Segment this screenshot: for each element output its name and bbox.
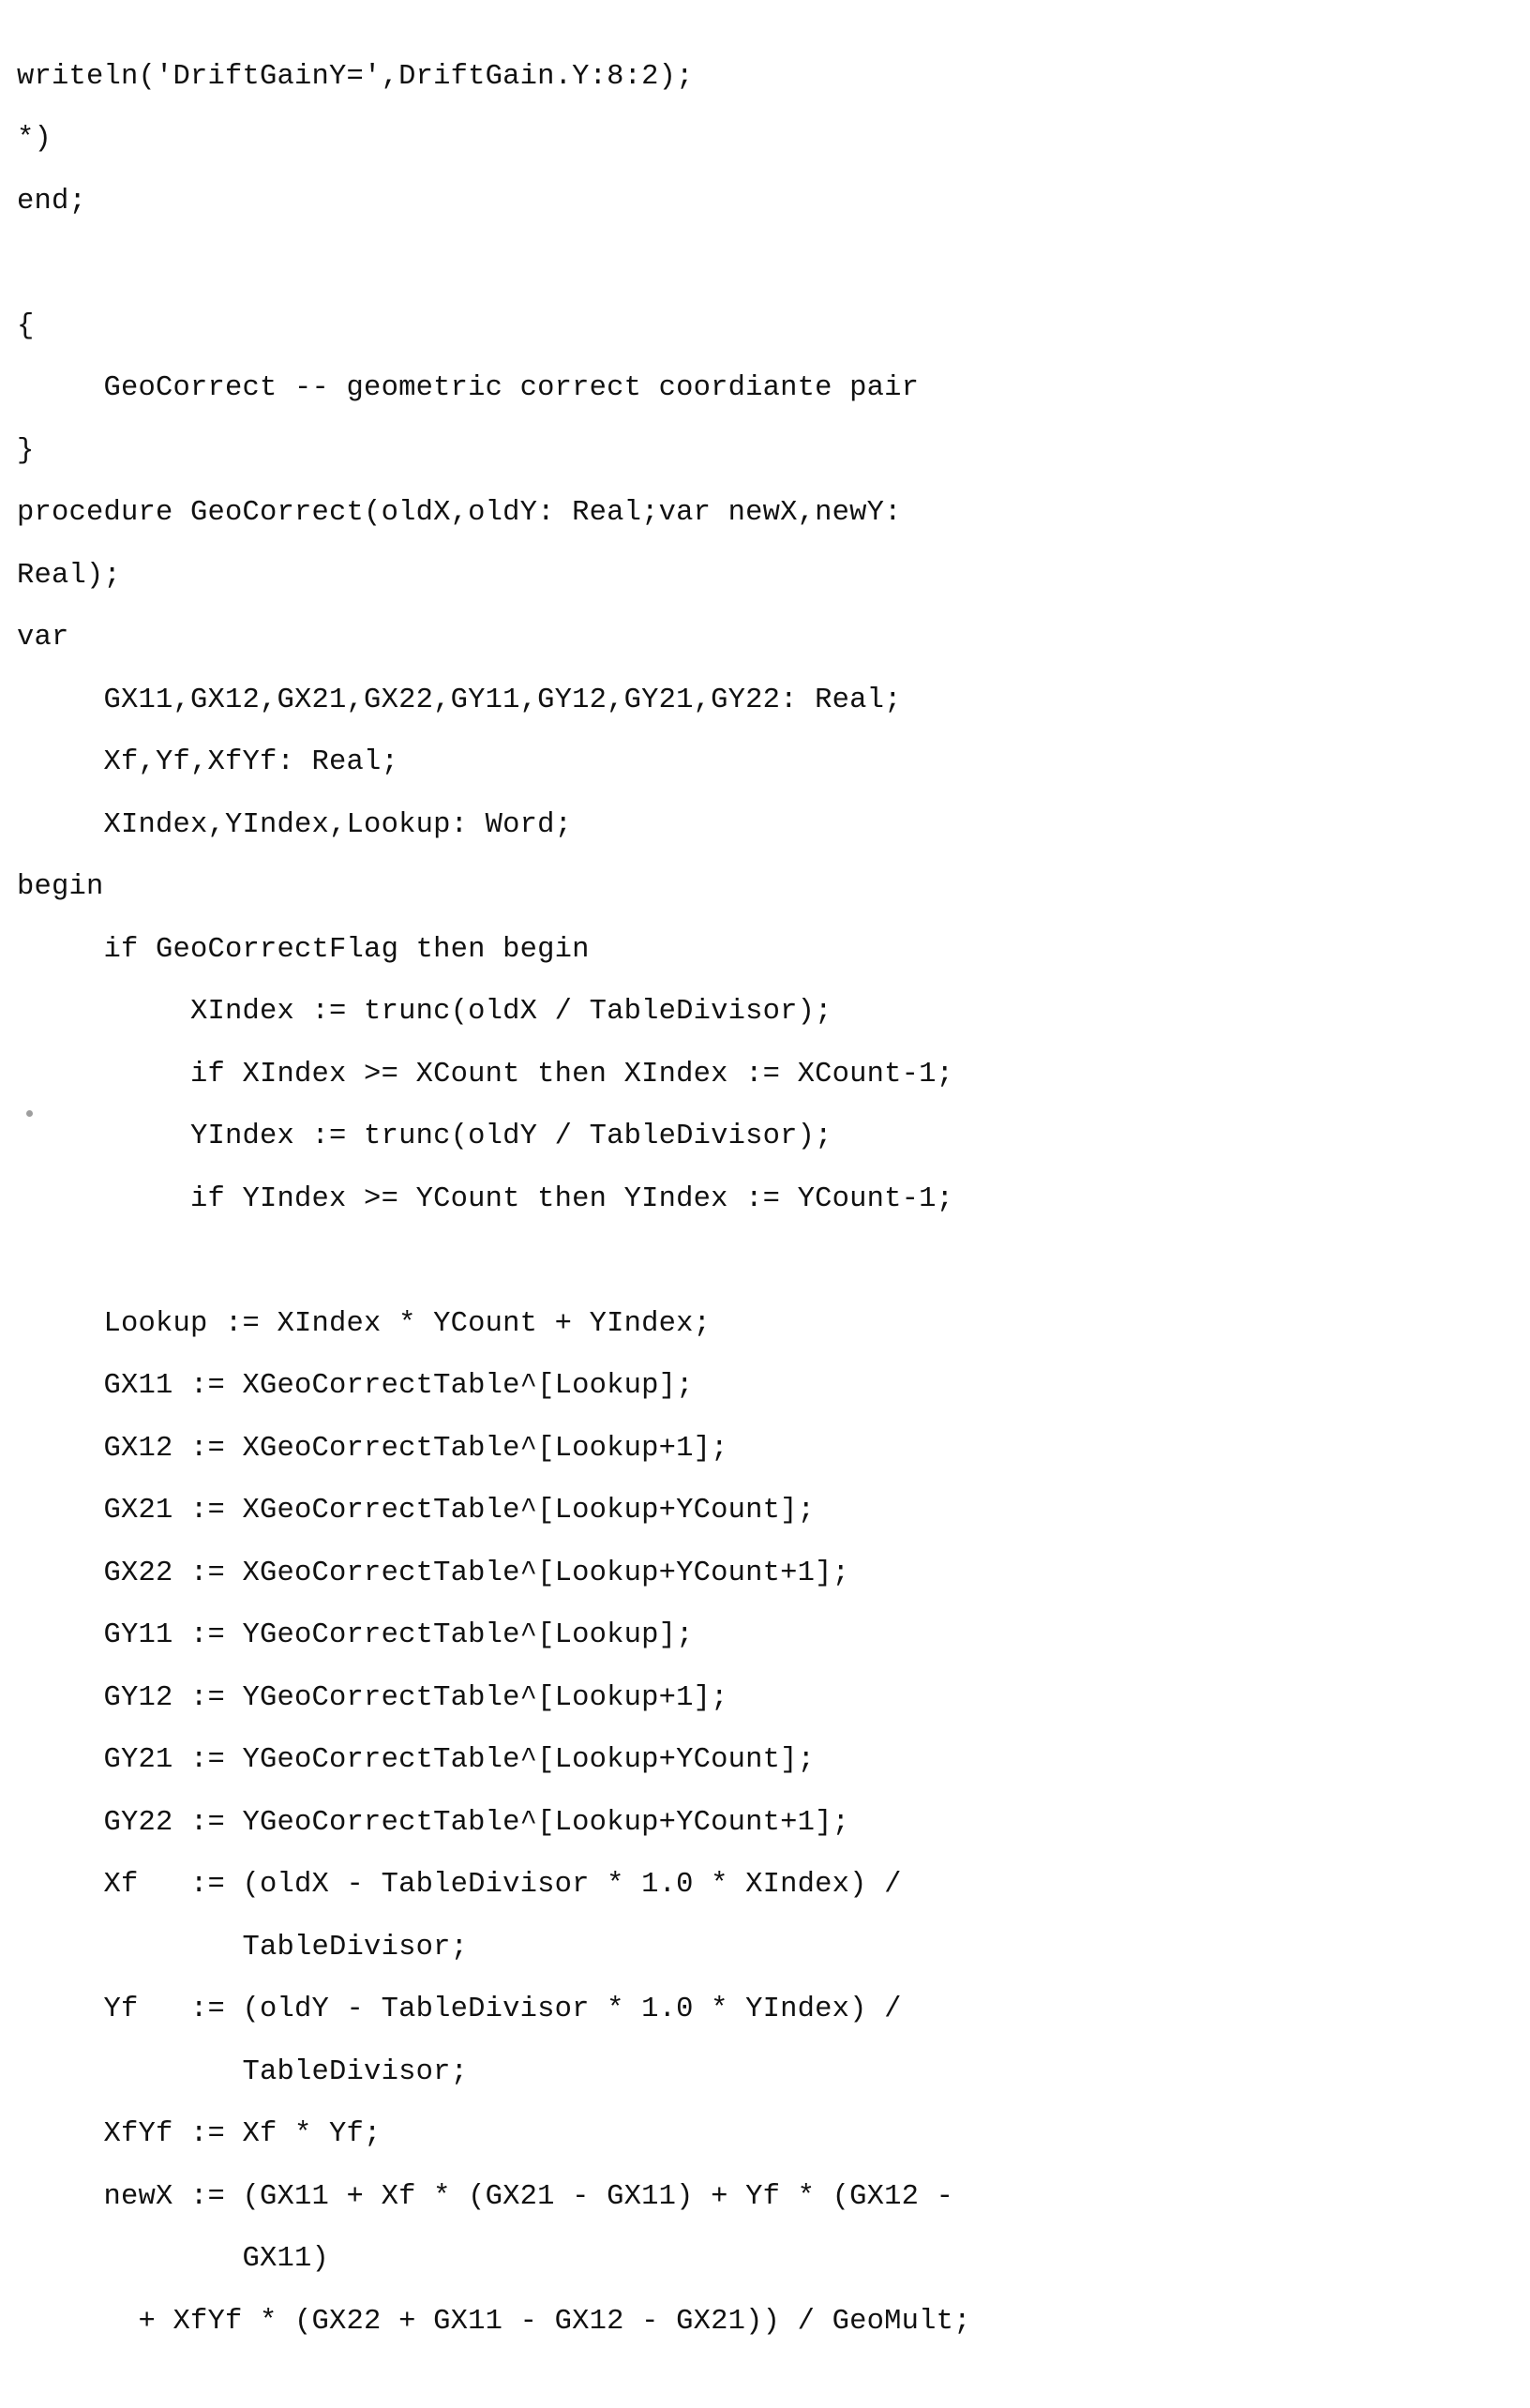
- code-line: YIndex := trunc(oldY / TableDivisor);: [17, 1121, 832, 1152]
- code-blank-line: [17, 233, 1530, 295]
- code-line: GX11,GX12,GX21,GX22,GY11,GY12,GY21,GY22: Real;: [17, 684, 902, 716]
- code-line: *): [17, 123, 52, 155]
- code-line: Xf := (oldX - TableDivisor * 1.0 * XIndex) /: [17, 1869, 902, 1901]
- code-line: var: [17, 622, 69, 654]
- code-line: GX12 := XGeoCorrectTable^[Lookup+1];: [17, 1432, 728, 1465]
- code-line: XIndex := trunc(oldX / TableDivisor);: [17, 996, 832, 1028]
- code-line: TableDivisor;: [17, 2055, 469, 2088]
- code-line: GX11): [17, 2243, 330, 2275]
- code-line: Yf := (oldY - TableDivisor * 1.0 * YIndex) /: [17, 1994, 902, 2025]
- code-line: if GeoCorrectFlag then begin: [17, 933, 590, 966]
- code-line: begin: [17, 871, 104, 903]
- code-line: end;: [17, 185, 87, 218]
- code-line: Lookup := XIndex * YCount + YIndex;: [17, 1307, 712, 1340]
- code-line: GX22 := XGeoCorrectTable^[Lookup+YCount+1];: [17, 1557, 850, 1589]
- code-line: Real);: [17, 559, 122, 592]
- code-line: if XIndex >= XCount then XIndex := XCount-1;: [17, 1058, 954, 1091]
- code-line: procedure GeoCorrect(oldX,oldY: Real;var newX,newY:: [17, 497, 902, 529]
- code-blank-line: [17, 1230, 1530, 1293]
- code-line: XIndex,YIndex,Lookup: Word;: [17, 808, 573, 841]
- code-line: GY21 := YGeoCorrectTable^[Lookup+YCount];: [17, 1744, 816, 1776]
- code-line: if YIndex >= YCount then YIndex := YCount-1;: [17, 1182, 954, 1215]
- code-line: }: [17, 434, 35, 467]
- code-line: GY12 := YGeoCorrectTable^[Lookup+1];: [17, 1681, 728, 1714]
- code-line: newX := (GX11 + Xf * (GX21 - GX11) + Yf * (GX12 -: [17, 2180, 954, 2213]
- code-listing: [17, 46, 1530, 2354]
- code-line: + XfYf * (GX22 + GX11 - GX12 - GX21)) / GeoMult;: [17, 2305, 971, 2338]
- code-line: GY22 := YGeoCorrectTable^[Lookup+YCount+1];: [17, 1806, 850, 1839]
- code-line: TableDivisor;: [17, 1931, 469, 1964]
- code-line: GX11 := XGeoCorrectTable^[Lookup];: [17, 1370, 694, 1402]
- code-line: GX21 := XGeoCorrectTable^[Lookup+YCount];: [17, 1495, 816, 1527]
- code-line: GY11 := YGeoCorrectTable^[Lookup];: [17, 1619, 694, 1651]
- code-line: XfYf := Xf * Yf;: [17, 2118, 382, 2150]
- code-line: GeoCorrect -- geometric correct coordiante pair: [17, 372, 920, 404]
- code-line: writeln('DriftGainY=',DriftGain.Y:8:2);: [17, 60, 694, 93]
- code-line: Xf,Yf,XfYf: Real;: [17, 746, 399, 778]
- code-line: {: [17, 309, 35, 342]
- scan-artifact-speck: [26, 1110, 33, 1117]
